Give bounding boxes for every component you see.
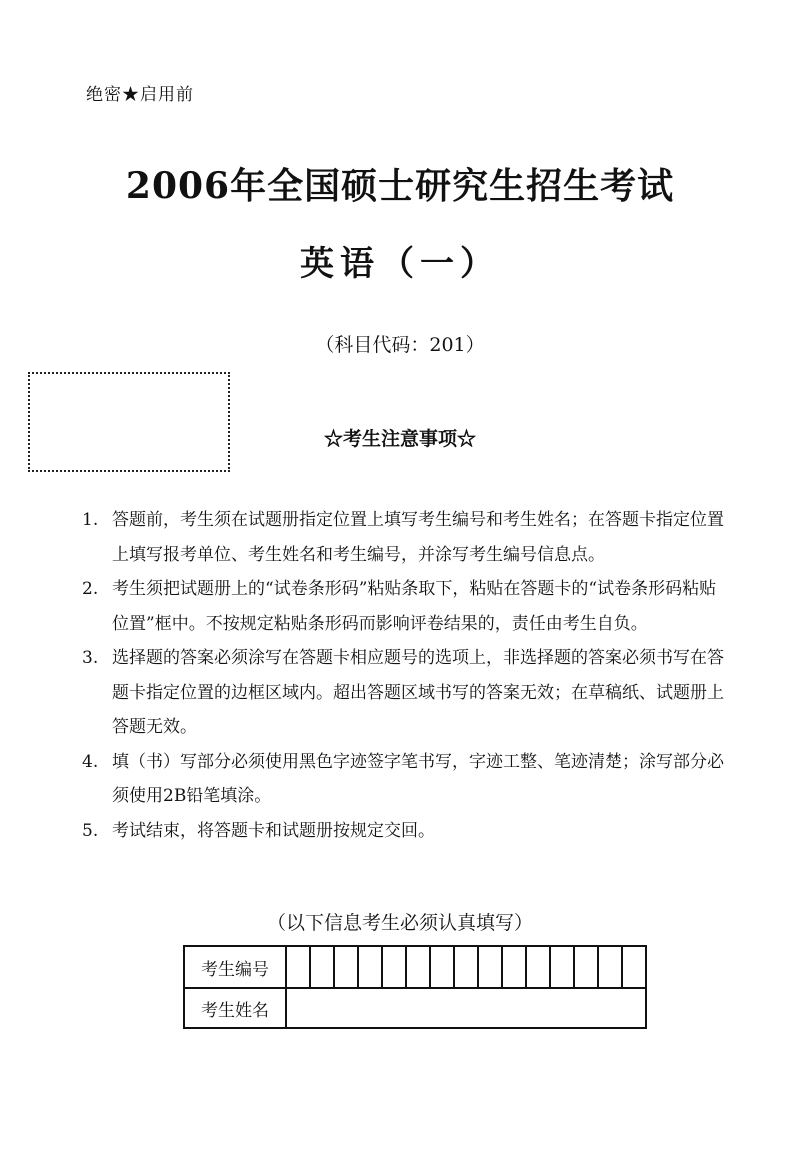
candidate-number-digit-box[interactable] [406,946,430,988]
candidate-info-table [183,945,647,1029]
candidate-number-digit-box[interactable] [454,946,478,988]
candidate-name-row [184,988,646,1028]
instruction-item [82,641,732,745]
instruction-item [82,745,732,814]
instruction-item [82,503,732,572]
instruction-text: 选择题的答案必须涂写在答题卡相应题号的选项上，非选择题的答案必须书写在答题卡指定位置的边框区域内。超出答题区域书写的答案无效；在草稿纸、试题册上答题无效。 [112,648,724,737]
confidential-label: 绝密★启用前 [86,85,194,105]
candidate-name-label: 考生姓名 [184,988,286,1028]
fill-in-note: （以下信息考生必须认真填写） [266,912,533,934]
candidate-number-digit-box[interactable] [526,946,550,988]
candidate-number-digit-box[interactable] [382,946,406,988]
candidate-number-digit-box[interactable] [286,946,310,988]
candidate-number-digit-box[interactable] [598,946,622,988]
instruction-item [82,814,732,849]
barcode-placeholder-box [28,372,230,472]
instruction-item [82,572,732,641]
candidate-name-field[interactable] [286,988,646,1028]
candidate-number-digit-box[interactable] [478,946,502,988]
candidate-number-digit-box[interactable] [502,946,526,988]
exam-subtitle: 英语（一） [300,244,500,284]
exam-title: 2006年全国硕士研究生招生考试 [125,165,675,207]
subject-code: （科目代码：201） [315,334,485,356]
instruction-number: 2. [82,579,99,599]
instruction-number: 5. [82,820,99,841]
candidate-number-digit-box[interactable] [358,946,382,988]
instruction-text: 考生须把试题册上的“试卷条形码”粘贴条取下，粘贴在答题卡的“试卷条形码粘贴位置”框中。不按规定粘贴条形码而影响评卷结果的，责任由考生自负。 [112,579,717,634]
candidate-number-digit-box[interactable] [550,946,574,988]
candidate-number-row [184,946,646,988]
instruction-text: 填（书）写部分必须使用黑色字迹签字笔书写，字迹工整、笔迹清楚；涂写部分必须使用2B铅笔填涂。 [112,751,724,806]
instruction-number: 3. [82,648,99,668]
candidate-number-digit-box[interactable] [430,946,454,988]
instruction-number: 4. [82,751,99,772]
notice-heading: ☆考生注意事项☆ [323,428,476,450]
instruction-number: 1. [82,510,99,530]
candidate-number-digit-box[interactable] [310,946,334,988]
candidate-number-digit-box[interactable] [622,946,646,988]
candidate-number-digit-box[interactable] [574,946,598,988]
instruction-text: 考试结束，将答题卡和试题册按规定交回。 [112,820,435,841]
instruction-text: 答题前，考生须在试题册指定位置上填写考生编号和考生姓名；在答题卡指定位置上填写报考单位、考生姓名和考生编号，并涂写考生编号信息点。 [112,510,724,565]
instructions-list [82,503,732,848]
candidate-number-digit-box[interactable] [334,946,358,988]
candidate-number-label: 考生编号 [184,946,286,988]
